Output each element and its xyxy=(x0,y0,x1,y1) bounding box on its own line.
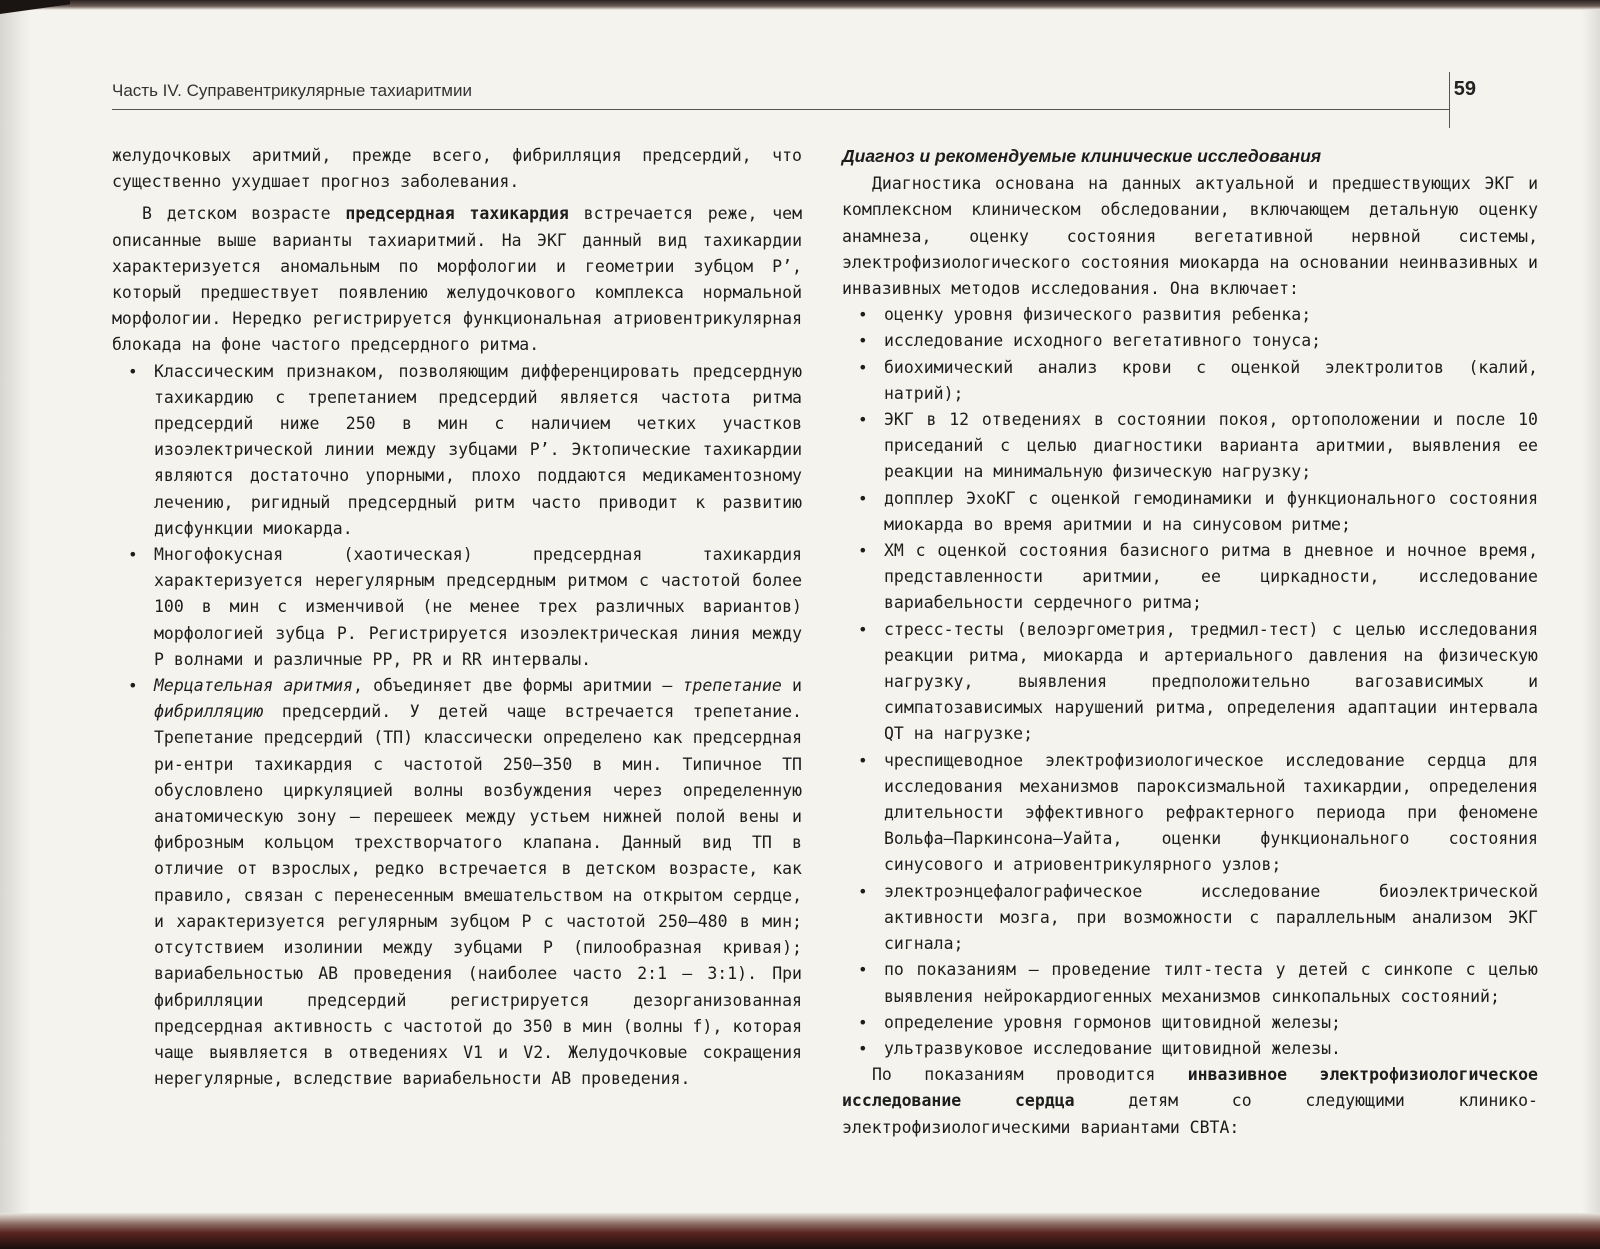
bullet-icon: • xyxy=(858,305,868,325)
book-cover-edge xyxy=(0,1213,1600,1249)
list-item xyxy=(842,355,1538,407)
list-item-text: ЭКГ в 12 отведениях в состоянии покоя, ортоположении и после 10 приседаний с целью диагностики варианта аритмии, выявления ее реакции на минимальную физическую нагрузку; xyxy=(884,410,1538,482)
bullet-icon: • xyxy=(858,750,868,770)
list-item-text: ХМ с оценкой состояния базисного ритма в дневное и ночное время, представленности аритмии, ее циркадности, исследование вариабельности сердечного ритма; xyxy=(884,541,1538,613)
list-item xyxy=(842,879,1538,958)
list-item-text: чреспищеводное электрофизиологическое исследование сердца для исследования механизмов пароксизмальной тахикардии, определения длительности эффективного рефрактерного периода при феномене Вольфа–Паркинсона–Уайта, оценки функционального состояния синусового и атриовентрикулярного узлов; xyxy=(884,750,1538,875)
italic-term: трепетание xyxy=(682,676,782,696)
bullet-list-diagnostics xyxy=(842,302,1538,1062)
list-item-text: биохимический анализ крови с оценкой электролитов (калий, натрий); xyxy=(884,357,1538,403)
list-item xyxy=(842,1010,1538,1036)
list-item-text: допплер ЭхоКГ с оценкой гемодинамики и функционального состояния миокарда во время аритмии и на синусовом ритме; xyxy=(884,488,1538,534)
list-item xyxy=(842,957,1538,1009)
page-header xyxy=(112,72,1504,110)
list-item-text: ультразвуковое исследование щитовидной железы. xyxy=(884,1038,1341,1058)
list-item-text: Многофокусная (хаотическая) предсердная тахикардия характеризуется нерегулярным предсердным ритмом с частотой более 100 в мин с изменчивой (не менее трех различных вариантов) морфологией зубца P. Регистрируется изоэлектрическая линия между P волнами и различные PP, PR и RR интервалы. xyxy=(154,545,802,669)
list-item xyxy=(842,328,1538,354)
header-rule xyxy=(112,109,1449,110)
text-run: и xyxy=(781,676,802,696)
right-column xyxy=(842,143,1538,1141)
list-item-text: стресс-тесты (велоэргометрия, тредмил-тест) с целью исследования реакции ритма, миокарда и артериального давления на физическую нагрузку, выявления предположительно вагозависимых и симпатозависимых нарушений ритма, определения адаптации интервала QT на нагрузке; xyxy=(884,619,1538,744)
list-item xyxy=(842,617,1538,748)
list-item xyxy=(112,359,802,542)
list-item xyxy=(842,538,1538,617)
bullet-icon: • xyxy=(858,357,868,377)
list-item xyxy=(842,302,1538,328)
bullet-icon: • xyxy=(858,331,868,351)
text-run: В детском возрасте xyxy=(142,204,346,224)
bullet-icon: • xyxy=(858,1038,868,1058)
list-item xyxy=(112,542,802,673)
paragraph-atrial-tachycardia xyxy=(112,201,802,358)
bullet-list-left xyxy=(112,359,802,1093)
list-item xyxy=(842,407,1538,486)
list-item-text: исследование исходного вегетативного тонуса; xyxy=(884,331,1322,351)
bullet-icon: • xyxy=(858,881,868,901)
list-item xyxy=(112,673,802,1092)
bullet-icon: • xyxy=(128,676,138,696)
section-heading: Диагноз и рекомендуемые клинические исследования xyxy=(842,146,1322,166)
page-shadow-right xyxy=(1582,0,1600,1249)
text-run: , объединяет две формы аритмии – xyxy=(352,676,683,696)
list-item xyxy=(842,486,1538,538)
list-item-text: определение уровня гормонов щитовидной железы; xyxy=(884,1012,1341,1032)
text-run: По показаниям проводится xyxy=(872,1065,1188,1085)
list-item-text: по показаниям – проведение тилт-теста у детей с синкопе с целью выявления нейрокардиогенных механизмов синкопальных состояний; xyxy=(884,960,1538,1006)
bullet-icon: • xyxy=(858,1012,868,1032)
bold-term: инвазивное электрофизиологическое исследование сердца xyxy=(842,1065,1538,1111)
bullet-icon: • xyxy=(858,488,868,508)
text-run: детям со следующими клинико-электрофизиологическими вариантами СВТА: xyxy=(842,1091,1538,1137)
italic-term: Мерцательная аритмия xyxy=(154,676,353,696)
list-item-text: Классическим признаком, позволяющим дифференцировать предсердную тахикардию с трепетанием предсердий является частота ритма предсердий ниже 250 в мин с наличием четких участков изоэлектрической линии между зубцами P’. Эктопические тахикардии являются достаточно упорными, плохо поддаются медикаментозному лечению, ригидный предсердный ритм часто приводит к развитию дисфункции миокарда. xyxy=(154,361,802,538)
page-shadow-left xyxy=(0,0,30,1249)
bullet-icon: • xyxy=(128,545,138,565)
bullet-icon: • xyxy=(858,541,868,561)
paragraph-continuation: желудочковых аритмий, прежде всего, фибрилляция предсердий, что существенно ухудшает прогноз заболевания. xyxy=(112,146,802,192)
header-vertical-rule xyxy=(1449,72,1450,128)
paragraph-invasive-study xyxy=(842,1062,1538,1141)
list-item-text: оценку уровня физического развития ребенка; xyxy=(884,305,1312,325)
text-run: встречается реже, чем описанные выше варианты тахиаритмий. На ЭКГ данный вид тахикардии характеризуется аномальным по морфологии и геометрии зубцом P’, который предшествует появлению желудочкового комплекса нормальной морфологии. Нередко регистрируется функциональная атриовентрикулярная блокада на фоне частого предсердного ритма. xyxy=(112,204,803,355)
left-column xyxy=(112,143,802,1092)
running-title: Часть IV. Суправентрикулярные тахиаритмии xyxy=(112,81,472,100)
bullet-icon: • xyxy=(128,361,138,381)
italic-term: фибрилляцию xyxy=(154,702,264,722)
bold-term: предсердная тахикардия xyxy=(345,204,569,224)
bullet-icon: • xyxy=(858,960,868,980)
bullet-icon: • xyxy=(858,619,868,639)
paragraph-diagnosis-intro: Диагностика основана на данных актуальной и предшествующих ЭКГ и комплексном клиническом обследовании, включающем детальную оценку анамнеза, оценку состояния вегетативной нервной системы, электрофизиологического состояния миокарда на основании неинвазивных и инвазивных методов исследования. Она включает: xyxy=(842,174,1538,299)
list-item xyxy=(842,1036,1538,1062)
page-top-edge xyxy=(0,0,1600,10)
bullet-icon: • xyxy=(858,410,868,430)
page-number: 59 xyxy=(1453,78,1476,100)
text-run: предсердий. У детей чаще встречается трепетание. Трепетание предсердий (ТП) классически определено как предсердная ри-ентри тахикардия с частотой 250–350 в мин. Типичное ТП обусловлено циркуляцией волны возбуждения через определенную анатомическую зону – перешеек между устьем нижней полой вены и фиброзным кольцом трехстворчатого клапана. Данный вид ТП в отличие от взрослых, редко встречается в детском возрасте, как правило, связан с перенесенным вмешательством на открытом сердце, и характеризуется регулярным зубцом P с частотой 250–480 в мин; отсутствием изолинии между зубцами P (пилообразная кривая); вариабельностью АВ проведения (наиболее часто 2:1 – 3:1). При фибрилляции предсердий регистрируется дезорганизованная предсердная активность с частотой до 350 в мин (волны f), которая чаще выявляется в отведениях V1 и V2. Желудочковые сокращения нерегулярные, вследствие вариабельности АВ проведения. xyxy=(154,702,802,1089)
list-item xyxy=(842,748,1538,879)
list-item-text: электроэнцефалографическое исследование биоэлектрической активности мозга, при возможности с параллельным анализом ЭКГ сигнала; xyxy=(884,881,1538,954)
